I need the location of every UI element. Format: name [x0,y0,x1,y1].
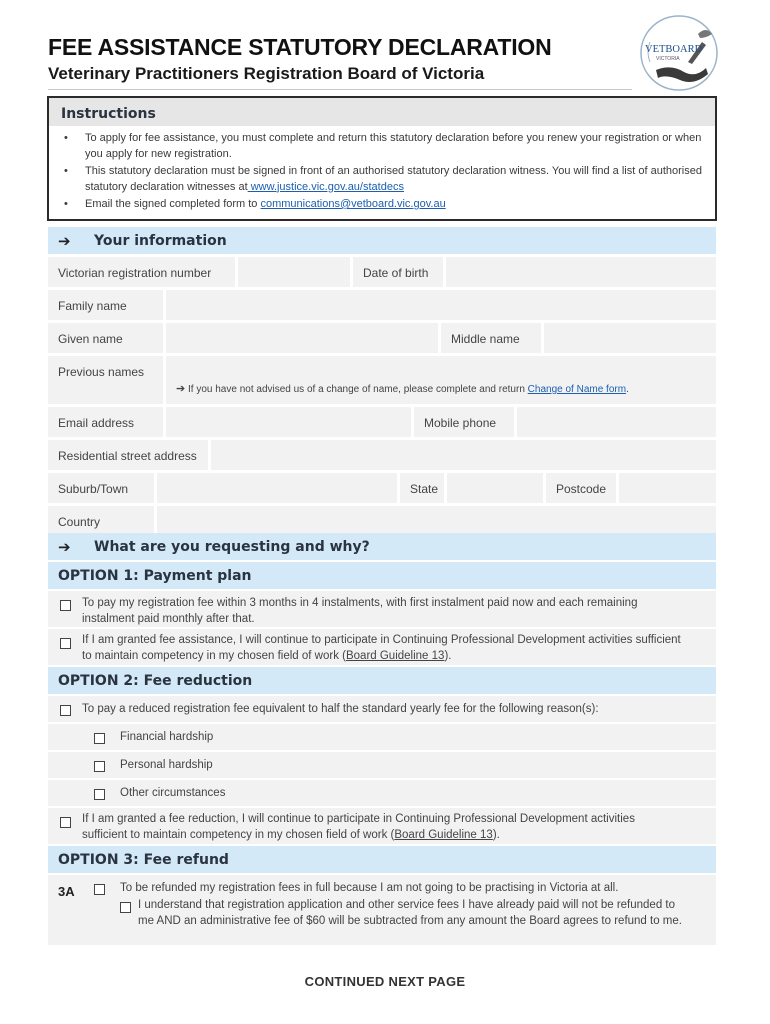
country-label: Country [48,506,154,536]
cpd-end: ). [444,650,452,662]
previous-names-label: Previous names [48,356,163,404]
reason-financial [48,724,716,750]
refund-checkbox[interactable] [94,884,105,895]
board-guideline-link[interactable]: Board Guideline 13 [394,829,493,841]
reason-personal [48,752,716,778]
row-family-name [48,290,716,320]
checkbox-cell [48,780,120,806]
cpd-body: If I am granted fee assistance, I will continue to participate in Continuing Professional Development activities sufficient to maintain competency in my chosen field of work ( [82,634,681,662]
board-guideline-link[interactable]: Board Guideline 13 [345,650,445,662]
given-name-label: Given name [48,323,163,353]
request-heading [48,533,716,560]
name-change-end: . [626,384,629,395]
name-change-text: If you have not advised us of a change of name, please complete and return [188,384,525,395]
checkbox-cell [48,752,120,778]
cpd-text [82,629,682,665]
checkbox-cell [48,591,82,627]
other-circumstances-label: Other circumstances [120,787,226,799]
reduced-fee-checkbox[interactable] [60,705,71,716]
instruction-item [61,164,705,195]
previous-names-field[interactable] [166,356,716,404]
instruction-item [61,131,705,162]
instruction-text: This statutory declaration must be signed in front of an authorised statutory declaration witness. You will find a list of authorised statutory declaration witnesses at [85,165,702,193]
option3-heading: OPTION 3: Fee refund [48,846,716,873]
row-registration [48,257,716,287]
street-address-field[interactable] [211,440,716,470]
country-field[interactable] [157,506,716,536]
instructions-box [47,96,717,221]
mobile-field[interactable] [517,407,716,437]
suburb-label: Suburb/Town [48,473,154,503]
state-field[interactable] [447,473,543,503]
acknowledge-text: I understand that registration application and other service fees I have already paid will not be refunded to me AND an administrative fee of $60 will be subtracted from any amount the Board agrees to refund to me. [138,899,682,927]
continued-next-page: CONTINUED NEXT PAGE [304,974,466,989]
checkbox-cell [48,629,82,665]
instructions-list [49,126,715,213]
row-email [48,407,716,437]
logo-subtext: VICTORIA [656,56,680,62]
option1-item-instalments [48,591,716,627]
personal-hardship-checkbox[interactable] [94,761,105,772]
arrow-right-icon: ➔ [58,537,71,556]
reduction-cpd-text [82,808,682,844]
reduced-fee-text: To pay a reduced registration fee equivalent to half the standard yearly fee for the following reason(s): [82,703,599,715]
arrow-right-icon: ➔ [58,231,71,250]
given-name-field[interactable] [166,323,438,353]
arrow-right-icon: ➔ [176,383,186,395]
instruction-text: Email the signed completed form to [85,198,258,210]
instructions-heading: Instructions [49,98,715,126]
date-of-birth-field[interactable] [446,257,716,287]
registration-number-label: Victorian registration number [48,257,235,287]
request-section [48,533,716,945]
financial-hardship-checkbox[interactable] [94,733,105,744]
email-label: Email address [48,407,163,437]
instalments-checkbox[interactable] [60,600,71,611]
family-name-field[interactable] [166,290,716,320]
form-subtitle: Veterinary Practitioners Registration Board of Victoria [48,64,485,83]
postcode-field[interactable] [619,473,716,503]
cpd-checkbox[interactable] [60,638,71,649]
street-address-label: Residential street address [48,440,208,470]
header-divider [48,89,632,90]
mobile-label: Mobile phone [414,407,514,437]
reduction-cpd-checkbox[interactable] [60,817,71,828]
refund-content [120,875,702,945]
middle-name-field[interactable] [544,323,716,353]
suburb-field[interactable] [157,473,397,503]
reduction-cpd-body: If I am granted a fee reduction, I will continue to participate in Continuing Professional Development activities sufficient to maintain competency in my chosen field of work ( [82,813,635,841]
acknowledge-checkbox[interactable] [120,902,131,913]
option2-item-reduced [48,696,716,722]
reason-other [48,780,716,806]
row-given-name [48,323,716,353]
option1-item-cpd [48,629,716,665]
postcode-label: Postcode [546,473,616,503]
logo-text: VETBOARD [645,44,703,55]
financial-hardship-label: Financial hardship [120,731,214,743]
your-information-section [48,227,716,536]
row-previous-names [48,356,716,404]
instalments-text: To pay my registration fee within 3 months in 4 instalments, with first instalment paid now and each remaining instalment paid monthly after that. [82,597,638,625]
date-of-birth-label: Date of birth [353,257,443,287]
section-title: What are you requesting and why? [94,538,370,555]
row-street [48,440,716,470]
personal-hardship-label: Personal hardship [120,759,213,771]
change-of-name-link[interactable]: Change of Name form [527,384,627,395]
instruction-item [61,197,705,213]
name-change-note [176,382,629,395]
option1-heading: OPTION 1: Payment plan [48,562,716,589]
row-suburb [48,473,716,503]
email-field[interactable] [166,407,411,437]
refund-acknowledgement [120,897,702,929]
reduction-cpd-end: ). [492,829,500,841]
checkbox-cell [84,875,120,945]
state-label: State [400,473,444,503]
checkbox-cell [48,696,82,722]
form-title: FEE ASSISTANCE STATUTORY DECLARATION [48,34,552,60]
statdecs-link[interactable]: www.justice.vic.gov.au/statdecs [247,180,404,193]
email-link[interactable]: communications@vetboard.vic.gov.au [260,198,446,210]
vetboard-logo [636,12,722,94]
refund-text: To be refunded my registration fees in full because I am not going to be practising in Victoria at all. [120,882,619,894]
checkbox-cell [48,724,120,750]
other-circumstances-checkbox[interactable] [94,789,105,800]
option-3a-label: 3A [58,884,75,899]
checkbox-cell [48,808,82,844]
family-name-label: Family name [48,290,163,320]
registration-number-field[interactable] [238,257,350,287]
instruction-text: To apply for fee assistance, you must complete and return this statutory declaration before you renew your registration or when you apply for new registration. [85,132,702,160]
checkbox-cell [120,897,138,929]
middle-name-label: Middle name [441,323,541,353]
your-information-heading [48,227,716,254]
option2-heading: OPTION 2: Fee reduction [48,667,716,694]
section-title: Your information [94,232,227,249]
row-country [48,506,716,536]
option3-item-3a [48,875,716,945]
option2-item-cpd [48,808,716,844]
